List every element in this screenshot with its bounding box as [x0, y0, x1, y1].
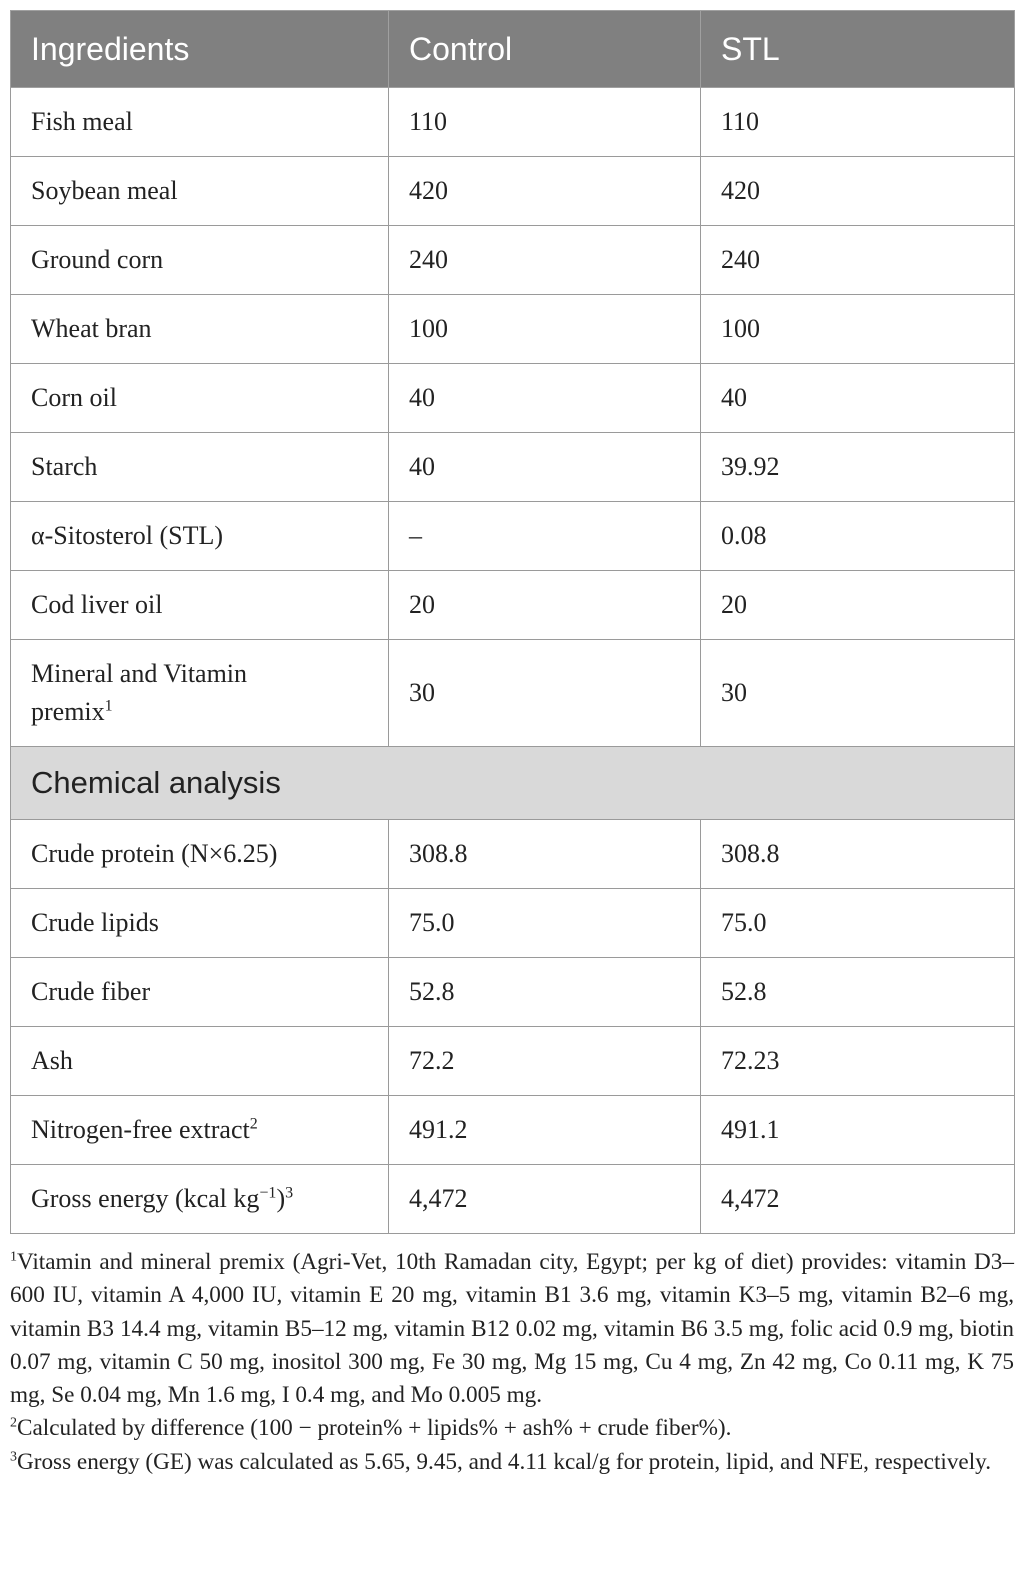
table-row: [11, 820, 1015, 889]
control-value: 491.2: [389, 1096, 701, 1165]
table-row: [11, 295, 1015, 364]
stl-value: 20: [701, 571, 1015, 640]
premix-name-line2: premix: [31, 697, 105, 726]
analysis-name: [11, 1165, 389, 1234]
header-control: Control: [389, 11, 701, 88]
unit-exponent: −1: [259, 1184, 277, 1202]
control-value: 20: [389, 571, 701, 640]
footnote-text: Gross energy (GE) was calculated as 5.65, 9.45, and 4.11 kcal/g for protein, lipid, and NFE, respectively.: [17, 1448, 992, 1475]
section-header-row: [11, 747, 1015, 820]
stl-value: 100: [701, 295, 1015, 364]
ge-close-paren: ): [276, 1184, 286, 1213]
footnote-marker: 1: [104, 697, 113, 715]
stl-value: 491.1: [701, 1096, 1015, 1165]
analysis-name: Crude fiber: [11, 958, 389, 1027]
stl-value: 75.0: [701, 889, 1015, 958]
stl-value: 52.8: [701, 958, 1015, 1027]
stl-value: 420: [701, 157, 1015, 226]
footnote-marker: 3: [285, 1184, 294, 1202]
control-value: 110: [389, 88, 701, 157]
ingredient-name: Soybean meal: [11, 157, 389, 226]
header-ingredients: Ingredients: [11, 11, 389, 88]
footnote-text: Vitamin and mineral premix (Agri-Vet, 10th Ramadan city, Egypt; per kg of diet) provides: vitamin D3–600 IU, vitamin A 4,000 IU, vitamin E 20 mg, vitamin B1 3.6 mg, vitamin K3–5 mg, vitamin B2–6 mg, vitamin B3 14.4 mg, vitamin B5–12 mg, vitamin B12 0.02 mg, vitamin B6 3.5 mg, folic acid 0.9 mg, biotin 0.07 mg, vitamin C 50 mg, inositol 300 mg, Fe 30 mg, Mg 15 mg, Cu 4 mg, Zn 42 mg, Co 0.11 mg, K 75 mg, Se 0.04 mg, Mn 1.6 mg, I 0.4 mg, and Mo 0.005 mg.: [10, 1249, 1014, 1409]
table-row-nfe: [11, 1096, 1015, 1165]
table-row: [11, 157, 1015, 226]
diet-composition-table-container: [10, 10, 1014, 1479]
control-value: 240: [389, 226, 701, 295]
table-row: [11, 433, 1015, 502]
ingredient-name: Ground corn: [11, 226, 389, 295]
footnote-3: [10, 1446, 1014, 1479]
control-value: 72.2: [389, 1027, 701, 1096]
stl-value: 40: [701, 364, 1015, 433]
footnote-2: [10, 1412, 1014, 1445]
control-value: 52.8: [389, 958, 701, 1027]
section-title: Chemical analysis: [11, 747, 1015, 820]
stl-value: 30: [701, 640, 1015, 747]
ingredient-name: Fish meal: [11, 88, 389, 157]
stl-value: 4,472: [701, 1165, 1015, 1234]
control-value: 30: [389, 640, 701, 747]
header-stl: STL: [701, 11, 1015, 88]
premix-name-line1: Mineral and Vitamin: [31, 659, 248, 688]
stl-value: 308.8: [701, 820, 1015, 889]
control-value: 40: [389, 433, 701, 502]
table-row: [11, 958, 1015, 1027]
stl-value: 110: [701, 88, 1015, 157]
stl-value: 39.92: [701, 433, 1015, 502]
footnote-text: Calculated by difference (100 − protein% + lipids% + ash% + crude fiber%).: [17, 1415, 732, 1442]
control-value: –: [389, 502, 701, 571]
table-footnotes: [10, 1246, 1014, 1479]
analysis-name: Ash: [11, 1027, 389, 1096]
table-row: [11, 889, 1015, 958]
table-row: [11, 364, 1015, 433]
stl-value: 240: [701, 226, 1015, 295]
control-value: 75.0: [389, 889, 701, 958]
stl-value: 72.23: [701, 1027, 1015, 1096]
diet-composition-table: [10, 10, 1015, 1234]
nfe-name: Nitrogen-free extract: [31, 1115, 250, 1144]
control-value: 420: [389, 157, 701, 226]
ingredient-name: Corn oil: [11, 364, 389, 433]
ge-name: Gross energy (kcal kg: [31, 1184, 260, 1213]
table-row: [11, 1027, 1015, 1096]
analysis-name: [11, 1096, 389, 1165]
table-row: [11, 226, 1015, 295]
footnote-marker: 2: [249, 1115, 258, 1133]
control-value: 308.8: [389, 820, 701, 889]
table-row: [11, 571, 1015, 640]
footnote-mark: 2: [10, 1415, 17, 1431]
control-value: 4,472: [389, 1165, 701, 1234]
analysis-name: Crude lipids: [11, 889, 389, 958]
ingredient-name: Wheat bran: [11, 295, 389, 364]
table-row-premix: [11, 640, 1015, 747]
ingredient-name: Starch: [11, 433, 389, 502]
table-row-gross-energy: [11, 1165, 1015, 1234]
header-row: [11, 11, 1015, 88]
analysis-name: Crude protein (N×6.25): [11, 820, 389, 889]
ingredient-name: [11, 640, 389, 747]
footnote-mark: 3: [10, 1449, 17, 1465]
control-value: 40: [389, 364, 701, 433]
footnote-1: [10, 1246, 1014, 1412]
control-value: 100: [389, 295, 701, 364]
ingredient-name: α-Sitosterol (STL): [11, 502, 389, 571]
footnote-mark: 1: [10, 1249, 17, 1265]
table-row: [11, 502, 1015, 571]
table-row: [11, 88, 1015, 157]
stl-value: 0.08: [701, 502, 1015, 571]
ingredient-name: Cod liver oil: [11, 571, 389, 640]
